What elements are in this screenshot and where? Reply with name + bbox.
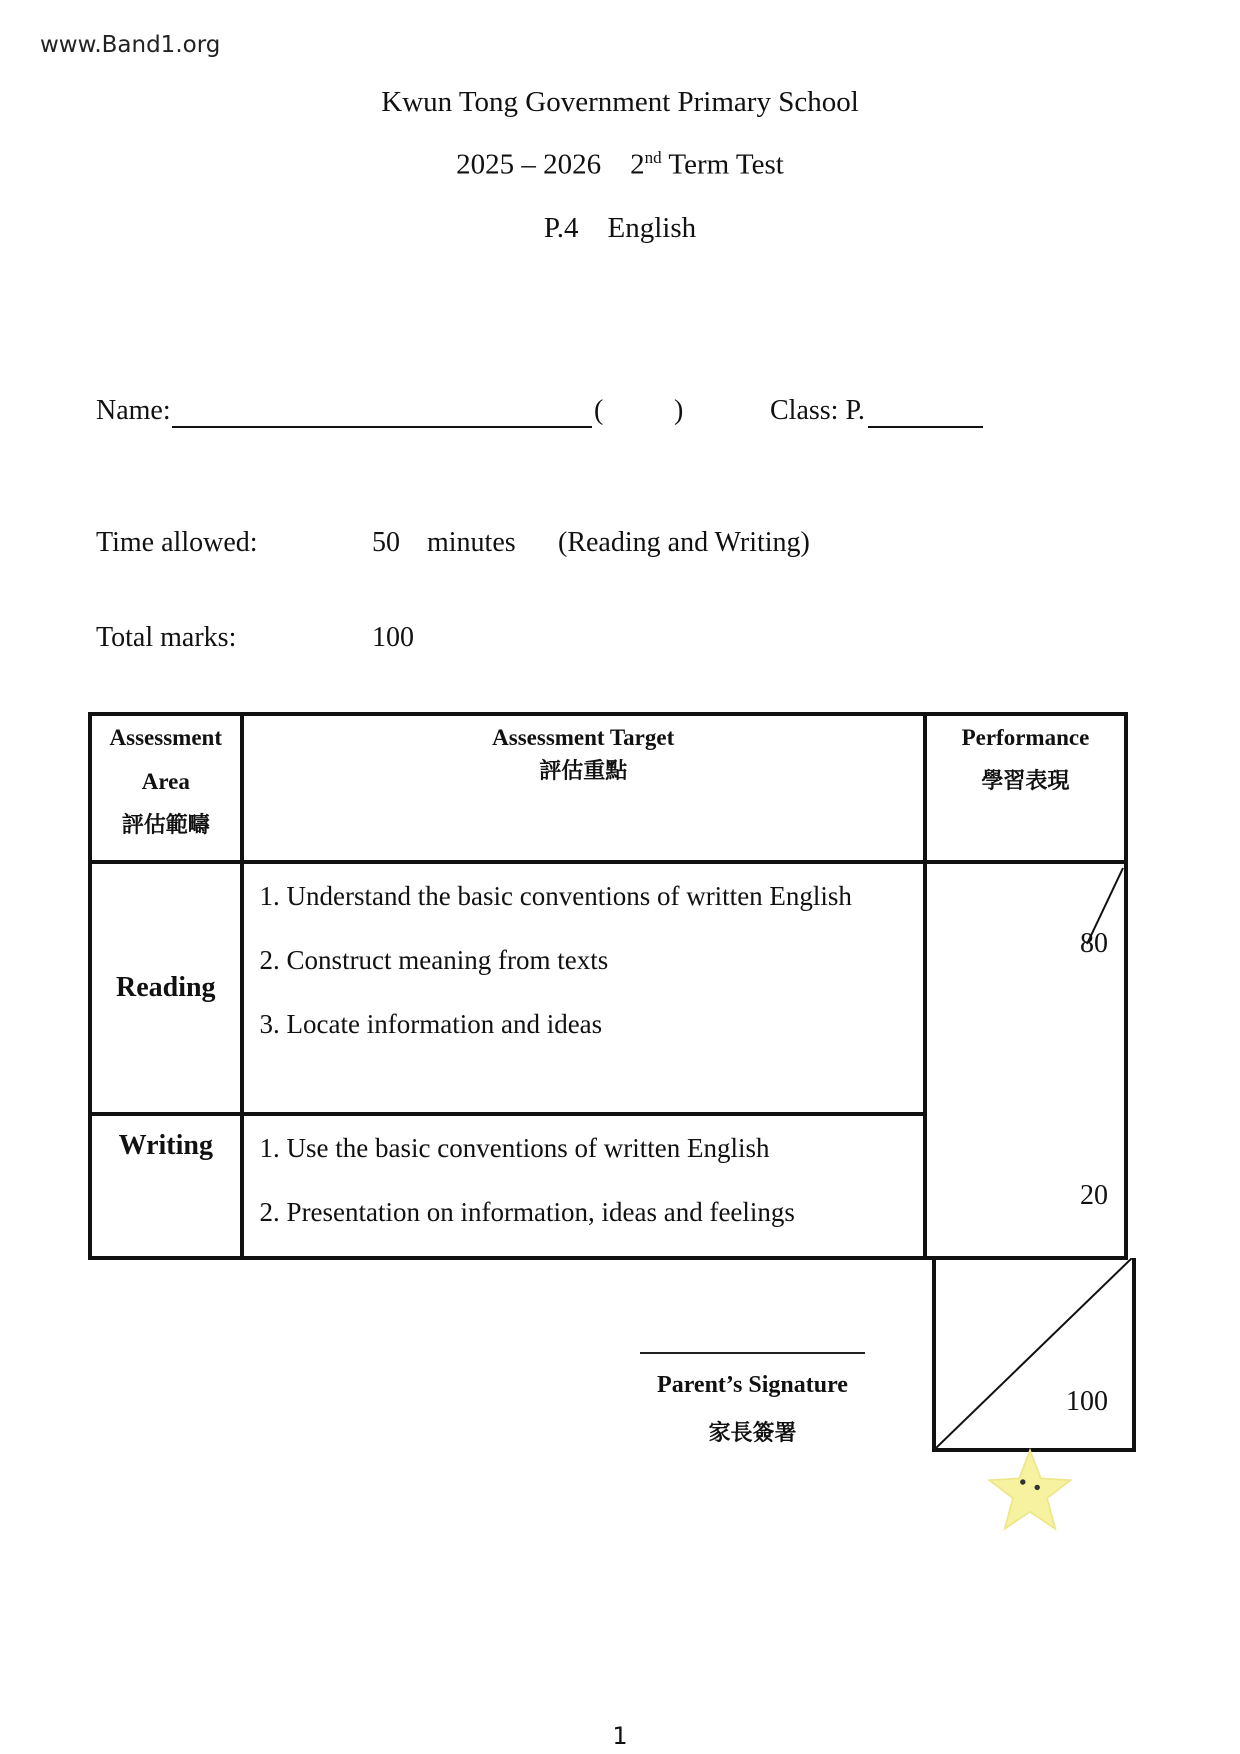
signature-line[interactable] bbox=[640, 1352, 865, 1354]
class-label: Class: P. bbox=[770, 395, 865, 426]
performance-cell bbox=[925, 862, 1126, 1258]
header-performance-en: Performance bbox=[961, 725, 1090, 750]
name-field[interactable] bbox=[172, 426, 592, 428]
target-item: 3. Locate information and ideas bbox=[259, 1009, 603, 1039]
total-marks: 100 bbox=[1066, 1386, 1108, 1417]
targets-reading bbox=[242, 862, 925, 1114]
time-note: (Reading and Writing) bbox=[558, 527, 810, 558]
signature-label-zh: 家長簽署 bbox=[708, 1421, 797, 1446]
marks-label: Total marks: bbox=[96, 622, 237, 653]
header-performance-zh: 學習表現 bbox=[981, 769, 1070, 794]
table-header-row bbox=[90, 714, 1126, 862]
header-target-en: Assessment Target bbox=[492, 725, 675, 750]
targets-writing bbox=[242, 1114, 925, 1258]
class-field[interactable] bbox=[868, 426, 983, 428]
school-name: Kwun Tong Government Primary School bbox=[381, 86, 859, 118]
term-number: 2 bbox=[630, 148, 645, 181]
total-diagonal bbox=[936, 1258, 1132, 1448]
header-target-zh: 評估重點 bbox=[539, 759, 628, 784]
subject: English bbox=[607, 212, 697, 244]
star-sticker-icon bbox=[985, 1446, 1075, 1536]
area-writing: Writing bbox=[90, 1114, 242, 1258]
page-number: 1 bbox=[612, 1722, 628, 1750]
assessment-table bbox=[88, 712, 1128, 1260]
reading-marks: 80 bbox=[1080, 928, 1108, 959]
area-reading: Reading bbox=[90, 862, 242, 1114]
marks-value: 100 bbox=[372, 622, 414, 653]
level-subject bbox=[0, 212, 1240, 245]
header-target bbox=[242, 714, 925, 862]
total-marks-box bbox=[932, 1258, 1136, 1452]
header-performance bbox=[925, 714, 1126, 862]
level: P.4 bbox=[543, 212, 579, 244]
term-label: Term Test bbox=[661, 148, 784, 181]
target-item: 1. Use the basic conventions of written English bbox=[259, 1133, 770, 1163]
header-area-zh: 評估範疇 bbox=[121, 813, 210, 838]
signature-label: Parent’s Signature bbox=[657, 1372, 848, 1398]
header-area-en-2: Area bbox=[141, 769, 190, 794]
term-ordinal: nd bbox=[644, 148, 662, 167]
school-year: 2025 – 2026 bbox=[456, 148, 602, 181]
term-title bbox=[0, 148, 1240, 182]
target-item: 2. Presentation on information, ideas and feelings bbox=[259, 1197, 795, 1227]
table-row bbox=[90, 862, 1126, 1114]
time-label: Time allowed: bbox=[96, 527, 258, 558]
class-number-open: ( bbox=[594, 395, 604, 426]
writing-marks: 20 bbox=[1080, 1180, 1108, 1211]
target-item: 1. Understand the basic conventions of written English bbox=[259, 881, 852, 911]
watermark-text: www.Band1.org bbox=[40, 32, 221, 58]
time-unit: minutes bbox=[427, 527, 516, 558]
name-label: Name: bbox=[96, 395, 171, 426]
time-value: 50 bbox=[372, 527, 400, 558]
header-area-en-1: Assessment bbox=[109, 725, 222, 750]
class-number-close: ) bbox=[674, 395, 684, 426]
header-area bbox=[90, 714, 242, 862]
target-item: 2. Construct meaning from texts bbox=[259, 945, 609, 975]
